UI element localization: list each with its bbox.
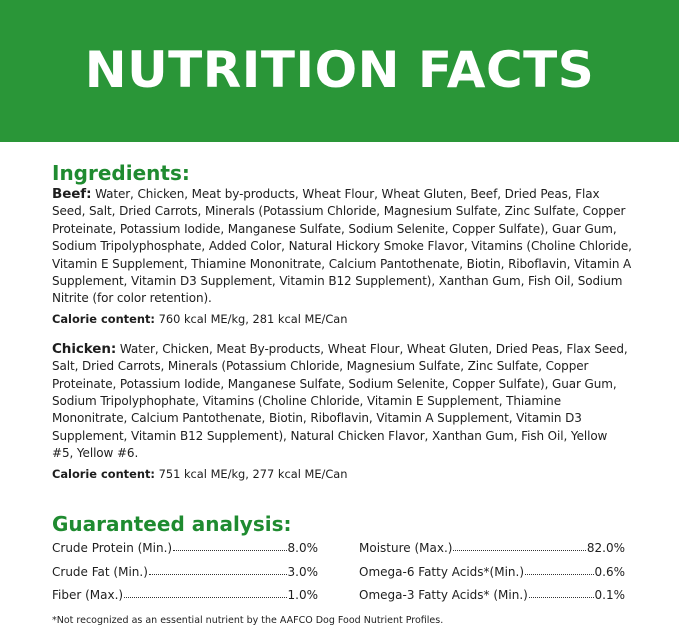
nutrient-name: Fiber (Max.)	[52, 588, 124, 602]
leader-dots	[525, 562, 593, 575]
beef-label: Beef:	[52, 186, 92, 202]
page-title: NUTRITION FACTS	[84, 41, 595, 99]
nutrient-value: 3.0%	[287, 564, 318, 579]
leader-dots	[173, 538, 286, 551]
analysis-right-column	[359, 539, 625, 610]
chicken-ingredient-list: Water, Chicken, Meat By-products, Wheat Flour, Wheat Gluten, Dried Peas, Flax Seed, Salt, Dried Carrots, Minerals (Potassium Chloride, Magnesium Sulfate, Zinc Sulfate, Copper Proteinate, Potassium Iodide, Manganese Sulfate, Sodium Selenite, Copper Sulfate), Guar Gum, Sodium Tripolyphophate, Vitamins (Choline Chloride, Vitamin E Supplement, Thiamine Mononitrate, Calcium Pantothenate, Biotin, Riboflavin, Vitamin A Supplement, Vitamin D3 Supplement, Vitamin B12 Supplement), Natural Chicken Flavor, Xanthan Gum, Fish Oil, Yellow #5, Yellow #6.	[52, 341, 628, 461]
chicken-calorie-label: Calorie content:	[52, 466, 155, 481]
nutrient-name: Omega-3 Fatty Acids* (Min.)	[359, 588, 528, 602]
guaranteed-analysis-section	[52, 511, 632, 602]
analysis-row	[359, 539, 625, 563]
footnote: *Not recognized as an essential nutrient by the AAFCO Dog Food Nutrient Profiles.	[52, 615, 444, 626]
analysis-heading: Guaranteed analysis:	[52, 512, 292, 536]
beef-ingredient-list: Water, Chicken, Meat by-products, Wheat Flour, Wheat Gluten, Beef, Dried Peas, Flax Seed, Salt, Dried Carrots, Minerals (Potassium Chloride, Magnesium Sulfate, Zinc Sulfate, Copper Proteinate, Potassium Iodide, Manganese Sulfate, Sodium Selenite, Copper Sulfate), Guar Gum, Sodium Tripolyphosphate, Added Color, Natural Hickory Smoke Flavor, Vitamins (Choline Chloride, Vitamin E Supplement, Thiamine Mononitrate, Calcium Pantothenate, Biotin, Riboflavin, Vitamin A Supplement, Vitamin D3 Supplement, Vitamin B12 Supplement), Xanthan Gum, Fish Oil, Sodium Nitrite (for color retention).	[52, 187, 632, 306]
analysis-row	[52, 586, 318, 610]
beef-calorie-label: Calorie content:	[52, 311, 155, 326]
nutrient-name: Moisture (Max.)	[359, 541, 453, 555]
ingredients-section	[52, 160, 632, 483]
nutrient-value: 8.0%	[287, 541, 318, 555]
ingredients-heading: Ingredients:	[52, 161, 190, 185]
nutrient-value: 1.0%	[287, 588, 318, 602]
leader-dots	[529, 585, 594, 598]
analysis-row	[52, 563, 318, 587]
title-banner	[0, 0, 679, 142]
nutrient-name: Crude Fat (Min.)	[52, 564, 148, 579]
nutrient-name: Crude Protein (Min.)	[52, 541, 173, 555]
beef-calorie-content	[52, 311, 632, 328]
analysis-row	[359, 563, 625, 587]
nutrient-name: Omega-6 Fatty Acids*(Min.)	[359, 564, 525, 579]
leader-dots	[149, 562, 287, 575]
beef-ingredients	[52, 186, 632, 308]
chicken-label: Chicken:	[52, 340, 117, 357]
analysis-left-column	[52, 539, 318, 610]
nutrient-value: 82.0%	[586, 541, 625, 555]
beef-calorie-value: 760 kcal ME/kg, 281 kcal ME/Can	[154, 311, 348, 326]
analysis-row	[52, 539, 318, 563]
chicken-calorie-value: 751 kcal ME/kg, 277 kcal ME/Can	[154, 466, 348, 481]
analysis-row	[359, 586, 625, 610]
leader-dots	[453, 538, 585, 551]
leader-dots	[124, 585, 286, 598]
chicken-calorie-content	[52, 466, 632, 483]
nutrient-value: 0.1%	[594, 588, 625, 602]
nutrient-value: 0.6%	[594, 564, 625, 579]
chicken-ingredients	[52, 341, 632, 463]
